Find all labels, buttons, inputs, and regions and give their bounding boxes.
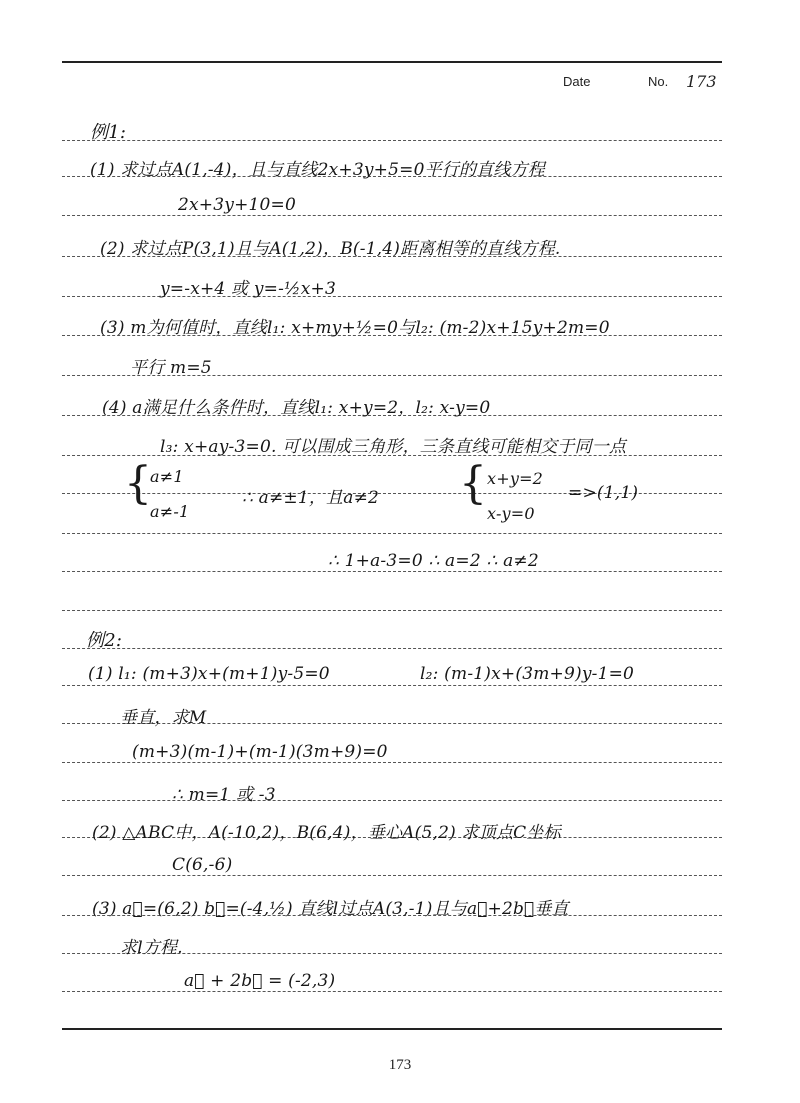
example-1-q3: (3) m为何值时，直线l₁: x+my+½=0与l₂: (m-2)x+15y+2m=0 bbox=[100, 318, 610, 338]
example-2-q3-work: a⃗ + 2b⃗ = (-2,3) bbox=[184, 971, 336, 991]
example-1-a2: y=-x+4 或 y=-½x+3 bbox=[160, 279, 336, 299]
example-1-q2: (2) 求过点P(3,1)且与A(1,2)，B(-1,4)距离相等的直线方程. bbox=[100, 239, 561, 259]
example-2-q1-l2: l₂: (m-1)x+(3m+9)y-1=0 bbox=[420, 664, 635, 684]
example-2-q1-work: (m+3)(m-1)+(m-1)(3m+9)=0 bbox=[132, 742, 388, 762]
example-1-heading: 例1: bbox=[90, 122, 127, 143]
ruled-line bbox=[62, 648, 722, 649]
example-2-q1-ask: 垂直，求M bbox=[120, 708, 207, 728]
printed-page-number: 173 bbox=[388, 1057, 412, 1073]
bottom-rule bbox=[62, 1028, 722, 1030]
example-2-q3-line2: 求l方程. bbox=[120, 938, 183, 958]
condition-result: ∴ a≠±1，且a≠2 bbox=[242, 488, 380, 508]
example-2-q1-l1: (1) l₁: (m+3)x+(m+1)y-5=0 bbox=[88, 664, 330, 684]
condition-1: a≠1 bbox=[150, 467, 184, 486]
ruled-line bbox=[62, 571, 722, 572]
ruled-line bbox=[62, 215, 722, 216]
ruled-line bbox=[62, 685, 722, 686]
example-2-q2-answer: C(6,-6) bbox=[172, 855, 233, 875]
example-2-q2: (2) △ABC中，A(-10,2)，B(6,4)，垂心A(5,2) 求顶点C坐标 bbox=[92, 823, 561, 843]
condition-2: a≠-1 bbox=[150, 502, 190, 521]
top-rule bbox=[62, 61, 722, 63]
left-brace: { bbox=[459, 458, 487, 509]
example-2-q1-answer: ∴ m=1 或 -3 bbox=[172, 785, 276, 805]
number-label: No. bbox=[648, 74, 669, 89]
ruled-line bbox=[62, 533, 722, 534]
date-label: Date bbox=[563, 74, 591, 89]
example-1-a1: 2x+3y+10=0 bbox=[178, 195, 297, 215]
ruled-line bbox=[62, 140, 722, 141]
handwritten-page-number: 173 bbox=[686, 72, 717, 91]
example-1-q1: (1) 求过点A(1,-4)，且与直线2x+3y+5=0平行的直线方程 bbox=[90, 160, 545, 180]
ruled-line bbox=[62, 800, 722, 801]
example-2-q3-line1: (3) a⃗=(6,2) b⃗=(-4,½) 直线l过点A(3,-1)且与a⃗+2b⃗垂直 bbox=[92, 899, 569, 919]
example-1-a3: 平行 m=5 bbox=[130, 358, 212, 378]
example-1-final: ∴ 1+a-3=0 ∴ a=2 ∴ a≠2 bbox=[328, 551, 539, 571]
ruled-line bbox=[62, 610, 722, 611]
ruled-line bbox=[62, 991, 722, 992]
example-2-heading: 例2: bbox=[86, 630, 123, 651]
left-brace: { bbox=[124, 458, 152, 509]
example-1-q4-line1: (4) a满足什么条件时，直线l₁: x+y=2，l₂: x-y=0 bbox=[102, 398, 491, 418]
ruled-line bbox=[62, 875, 722, 876]
example-1-q4-line2: l₃: x+ay-3=0. 可以围成三角形，三条直线可能相交于同一点 bbox=[160, 437, 627, 457]
system-eq-2: x-y=0 bbox=[487, 504, 535, 523]
system-eq-1: x+y=2 bbox=[487, 469, 544, 488]
system-result: =>(1,1) bbox=[568, 483, 639, 503]
ruled-line bbox=[62, 762, 722, 763]
